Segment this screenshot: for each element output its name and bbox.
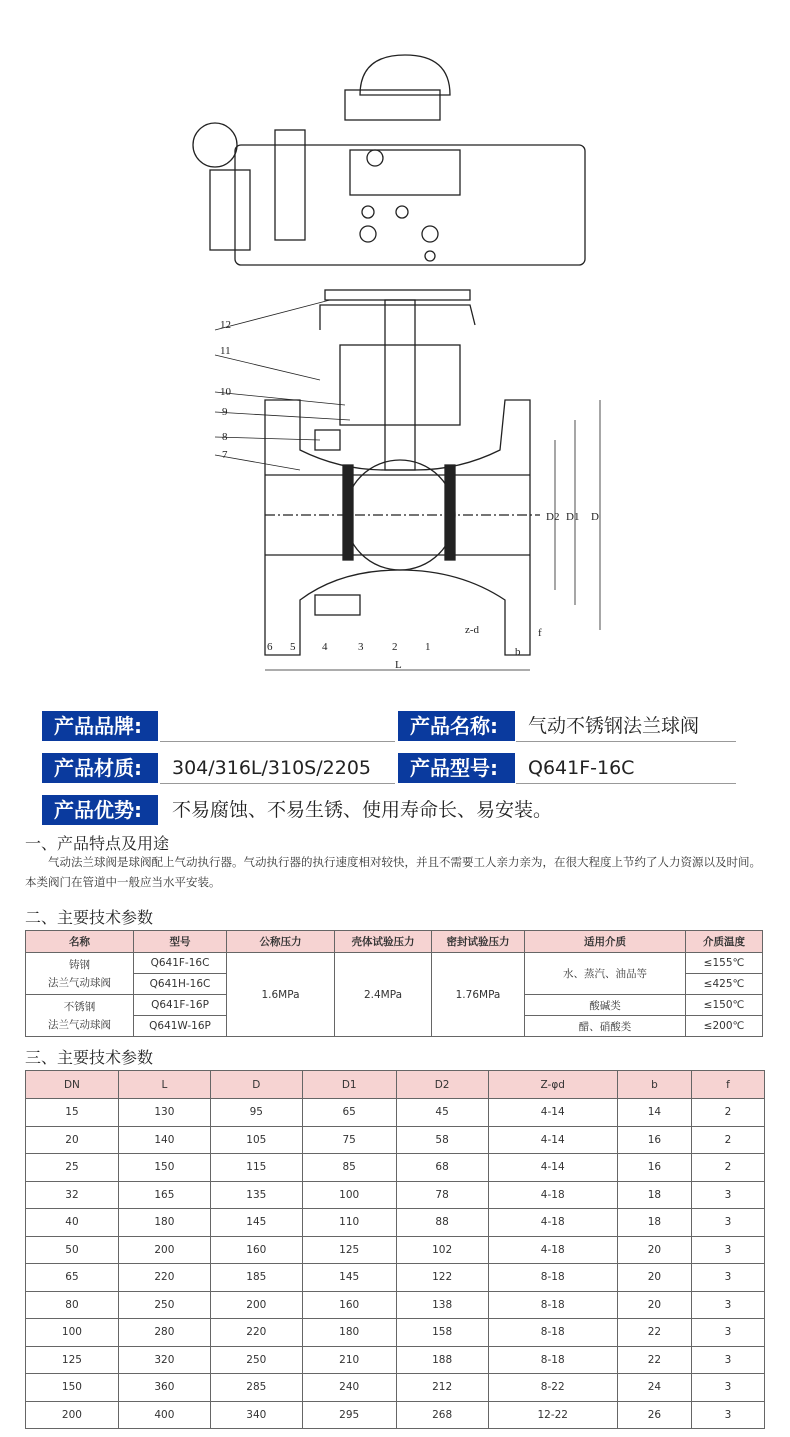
callout-3: 3 [358,641,364,653]
advantage-label: 产品优势: [42,795,158,825]
table-cell: 40 [26,1209,119,1237]
name-label: 产品名称: [398,711,515,741]
table-cell: 65 [26,1264,119,1292]
table-row [26,1374,765,1402]
table-cell: 4-14 [488,1126,617,1154]
table-row [26,1099,765,1127]
header-cell: 密封试验压力 [432,931,525,953]
table-cell: 3 [691,1236,764,1264]
table-cell: 50 [26,1236,119,1264]
table-cell: 140 [118,1126,210,1154]
table-cell: 8-18 [488,1264,617,1292]
callout-6: 6 [267,641,273,653]
header-cell: 公称压力 [227,931,335,953]
table-cell: 65 [302,1099,396,1127]
table-cell: 295 [302,1401,396,1429]
table-cell: 130 [118,1099,210,1127]
model-cell: Q641W-16P [134,1016,227,1037]
valve-body [265,300,540,655]
header-cell: 名称 [26,931,134,953]
model-label: 产品型号: [398,753,515,783]
table-cell: 188 [396,1346,488,1374]
table-cell: 122 [396,1264,488,1292]
table-cell: 125 [302,1236,396,1264]
table-cell: 8-22 [488,1374,617,1402]
table-cell: 2 [691,1126,764,1154]
callout-9: 9 [222,406,228,418]
advantage-value: 不易腐蚀、不易生锈、使用寿命长、易安装。 [172,799,553,821]
table-cell: 110 [302,1209,396,1237]
temp-cell: ≤150℃ [686,995,763,1016]
table-cell: 95 [210,1099,302,1127]
actuator [193,55,585,330]
brand-label: 产品品牌: [42,711,158,741]
model-cell: Q641F-16P [134,995,227,1016]
dim-D2: D2 [546,511,560,523]
table-cell: 78 [396,1181,488,1209]
table-cell: 15 [26,1099,119,1127]
callout-10: 10 [220,386,231,398]
material-value: 304/316L/310S/2205 [160,753,395,784]
table-cell: 210 [302,1346,396,1374]
dim-zd: z-d [465,624,480,636]
table-cell: 20 [617,1236,691,1264]
table-cell: 3 [691,1401,764,1429]
table-cell: 3 [691,1291,764,1319]
model-cell: Q641H-16C [134,974,227,995]
table-cell: 68 [396,1154,488,1182]
dimension-lines [215,300,600,670]
table-cell: 3 [691,1374,764,1402]
table-cell: 12-22 [488,1401,617,1429]
section1-text: 气动法兰球阀是球阀配上气动执行器。气动执行器的执行速度相对较快，并且不需要工人亲力亲为，在很大程度上节约了人力资源以及时间。本类阀门在管道中一般应当水平安装。 [25,855,761,889]
table-cell: 80 [26,1291,119,1319]
table-cell: 115 [210,1154,302,1182]
temp-cell: ≤200℃ [686,1016,763,1037]
table-cell: 360 [118,1374,210,1402]
table-row [26,1154,765,1182]
table-cell: 160 [302,1291,396,1319]
table-cell: 158 [396,1319,488,1347]
name-cell: 不锈钢 法兰气动球阀 [26,995,134,1037]
table-cell: 200 [26,1401,119,1429]
table-row [26,1264,765,1292]
header-cell: 介质温度 [686,931,763,953]
table-header-row [26,931,763,953]
table-cell: 4-18 [488,1236,617,1264]
table-cell: 150 [118,1154,210,1182]
table-cell: 58 [396,1126,488,1154]
callout-11: 11 [220,345,231,357]
table-cell: 45 [396,1099,488,1127]
table-cell: 4-18 [488,1209,617,1237]
table-row [26,1291,765,1319]
callout-2: 2 [392,641,398,653]
header-cell: DN [26,1071,119,1099]
table-cell: 105 [210,1126,302,1154]
header-cell: Z-φd [488,1071,617,1099]
table-cell: 100 [302,1181,396,1209]
table-cell: 200 [118,1236,210,1264]
table-cell: 20 [617,1291,691,1319]
section3-title: 三、主要技术参数 [25,1048,154,1067]
section2-title: 二、主要技术参数 [25,908,154,927]
table-cell: 24 [617,1374,691,1402]
callout-12: 12 [220,319,231,331]
dimension-table [25,1070,765,1429]
table-header-row [26,1071,765,1099]
header-cell: 适用介质 [525,931,686,953]
table-cell: 165 [118,1181,210,1209]
table-cell: 20 [617,1264,691,1292]
table-cell: 22 [617,1319,691,1347]
callout-1: 1 [425,641,431,653]
table-cell: 320 [118,1346,210,1374]
table-cell: 20 [26,1126,119,1154]
table-cell: 8-18 [488,1319,617,1347]
table-row [26,1236,765,1264]
table-cell: 26 [617,1401,691,1429]
callout-5: 5 [290,641,296,653]
table-cell: 280 [118,1319,210,1347]
section1-title: 一、产品特点及用途 [25,834,170,853]
table-cell: 135 [210,1181,302,1209]
table-cell: 4-14 [488,1099,617,1127]
table-cell: 180 [302,1319,396,1347]
dim-f: f [538,627,542,639]
table-cell: 88 [396,1209,488,1237]
table-cell: 3 [691,1319,764,1347]
temp-cell: ≤155℃ [686,953,763,974]
pressure-spec-table [25,930,763,1037]
table-row [26,953,763,974]
table-cell: 100 [26,1319,119,1347]
table-cell: 4-14 [488,1154,617,1182]
table-cell: 16 [617,1126,691,1154]
brand-value [160,711,395,742]
header-cell: f [691,1071,764,1099]
table-cell: 8-18 [488,1291,617,1319]
header-cell: b [617,1071,691,1099]
dim-L: L [395,659,402,671]
table-cell: 180 [118,1209,210,1237]
table-cell: 160 [210,1236,302,1264]
model-cell: Q641F-16C [134,953,227,974]
header-cell: 壳体试验压力 [335,931,432,953]
name-value: 气动不锈钢法兰球阀 [516,711,736,742]
table-cell: 18 [617,1209,691,1237]
dim-D1: D1 [566,511,580,523]
callout-8: 8 [222,431,228,443]
media-cell: 酸碱类 [525,995,686,1016]
table-cell: 145 [210,1209,302,1237]
material-label: 产品材质: [42,753,158,783]
table-cell: 400 [118,1401,210,1429]
table-cell: 212 [396,1374,488,1402]
media-cell: 醋、硝酸类 [525,1016,686,1037]
table-cell: 32 [26,1181,119,1209]
table-row [26,1401,765,1429]
table-cell: 200 [210,1291,302,1319]
table-row [26,1346,765,1374]
table-cell: 75 [302,1126,396,1154]
table-cell: 8-18 [488,1346,617,1374]
name-cell: 铸钢 法兰气动球阀 [26,953,134,995]
table-cell: 25 [26,1154,119,1182]
table-cell: 3 [691,1346,764,1374]
table-cell: 2 [691,1099,764,1127]
table-cell: 285 [210,1374,302,1402]
media-cell: 水、蒸汽、油品等 [525,953,686,995]
table-cell: 85 [302,1154,396,1182]
header-cell: D1 [302,1071,396,1099]
table-cell: 185 [210,1264,302,1292]
table-cell: 3 [691,1181,764,1209]
table-cell: 268 [396,1401,488,1429]
header-cell: D [210,1071,302,1099]
table-row [26,1209,765,1237]
table-row [26,1319,765,1347]
table-cell: 3 [691,1209,764,1237]
table-cell: 220 [118,1264,210,1292]
table-row [26,1181,765,1209]
header-cell: 型号 [134,931,227,953]
header-cell: D2 [396,1071,488,1099]
nominal-pressure-cell: 1.6MPa [227,953,335,1037]
callout-4: 4 [322,641,328,653]
dim-D: D [591,511,599,523]
table-cell: 125 [26,1346,119,1374]
table-cell: 14 [617,1099,691,1127]
table-cell: 240 [302,1374,396,1402]
table-cell: 220 [210,1319,302,1347]
table-cell: 22 [617,1346,691,1374]
table-cell: 340 [210,1401,302,1429]
table-cell: 18 [617,1181,691,1209]
header-cell: L [118,1071,210,1099]
temp-cell: ≤425℃ [686,974,763,995]
seal-pressure-cell: 1.76MPa [432,953,525,1037]
table-cell: 3 [691,1264,764,1292]
callout-7: 7 [222,449,228,461]
dim-b: b [515,646,521,658]
table-cell: 150 [26,1374,119,1402]
shell-pressure-cell: 2.4MPa [335,953,432,1037]
table-cell: 102 [396,1236,488,1264]
table-cell: 138 [396,1291,488,1319]
table-row [26,1126,765,1154]
table-cell: 4-18 [488,1181,617,1209]
table-cell: 145 [302,1264,396,1292]
table-cell: 16 [617,1154,691,1182]
model-value: Q641F-16C [516,753,736,784]
table-cell: 2 [691,1154,764,1182]
valve-technical-drawing [0,0,790,700]
table-cell: 250 [118,1291,210,1319]
table-cell: 250 [210,1346,302,1374]
